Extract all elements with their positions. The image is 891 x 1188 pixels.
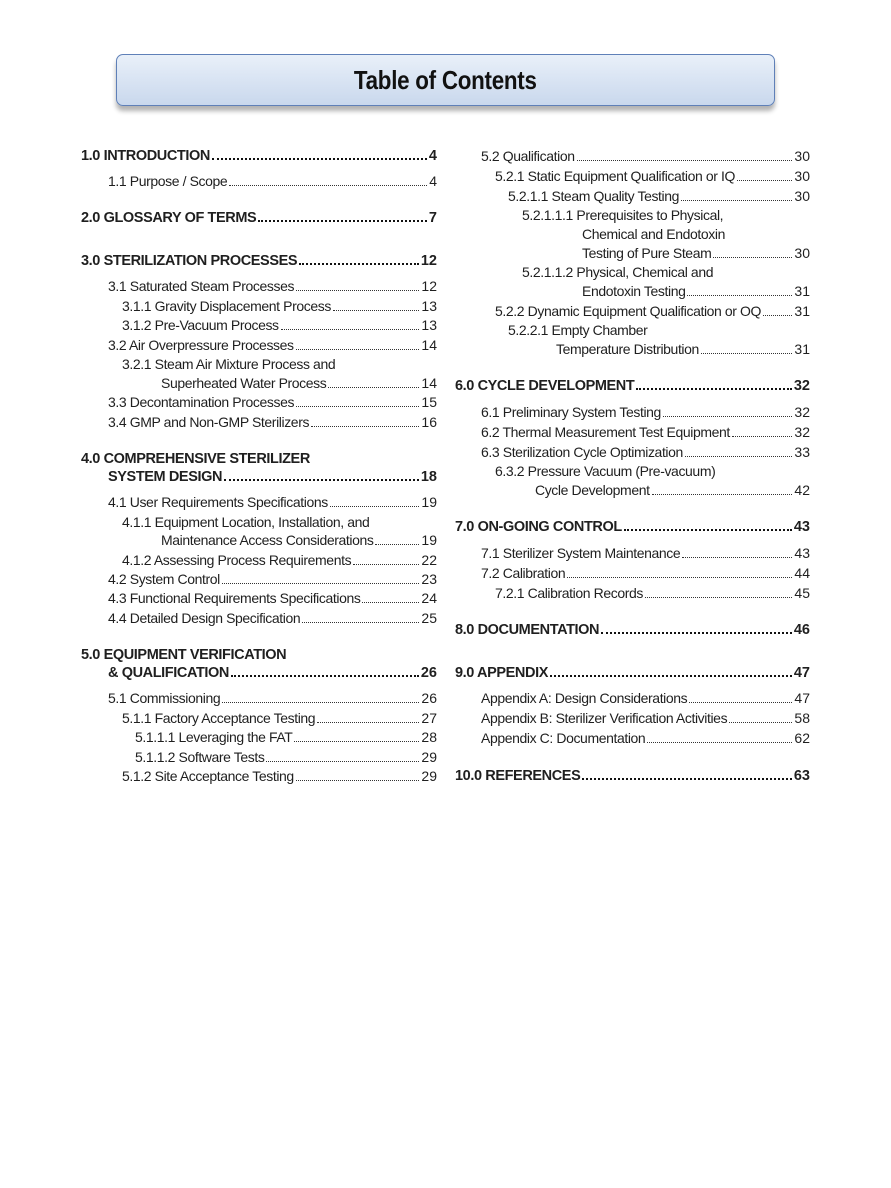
toc-entry-5-2-2-1-line1[interactable]: 5.2.2.1 Empty Chamber (508, 322, 648, 338)
toc-entry-1-0[interactable]: 1.0 INTRODUCTION 4 (81, 148, 437, 164)
toc-entry-4-0-line1[interactable]: 4.0 COMPREHENSIVE STERILIZER (81, 451, 310, 467)
toc-entry-6-3-2[interactable]: Cycle Development 42 (535, 482, 810, 498)
toc-entry-4-4[interactable]: 4.4 Detailed Design Specification 25 (108, 610, 437, 626)
toc-entry-3-1-1[interactable]: 3.1.1 Gravity Displacement Process 13 (122, 298, 437, 314)
toc-entry-4-1-1-line1[interactable]: 4.1.1 Equipment Location, Installation, and (122, 514, 370, 530)
toc-entry-5-2-1[interactable]: 5.2.1 Static Equipment Qualification or IQ 30 (495, 168, 810, 184)
toc-entry-6-2[interactable]: 6.2 Thermal Measurement Test Equipment 32 (481, 424, 810, 440)
toc-entry-6-1[interactable]: 6.1 Preliminary System Testing 32 (481, 404, 810, 420)
toc-entry-4-1[interactable]: 4.1 User Requirements Specifications 19 (108, 494, 437, 510)
toc-entry-5-2[interactable]: 5.2 Qualification 30 (481, 148, 810, 164)
toc-entry-5-0[interactable]: & QUALIFICATION 26 (108, 665, 437, 681)
toc-entry-5-2-1-1[interactable]: 5.2.1.1 Steam Quality Testing 30 (508, 188, 810, 204)
toc-entry-1-1[interactable]: 1.1 Purpose / Scope 4 (108, 173, 437, 189)
toc-entry-4-0[interactable]: SYSTEM DESIGN 18 (108, 469, 437, 485)
toc-entry-10-0[interactable]: 10.0 REFERENCES 63 (455, 768, 810, 784)
toc-entry-5-1-2[interactable]: 5.1.2 Site Acceptance Testing 29 (122, 768, 437, 784)
toc-entry-5-2-1-1-2[interactable]: Endotoxin Testing 31 (582, 283, 810, 299)
toc-entry-7-2[interactable]: 7.2 Calibration 44 (481, 565, 810, 581)
toc-entry-3-0[interactable]: 3.0 STERILIZATION PROCESSES 12 (81, 253, 437, 269)
toc-entry-5-0-line1[interactable]: 5.0 EQUIPMENT VERIFICATION (81, 647, 287, 663)
toc-entry-6-3[interactable]: 6.3 Sterilization Cycle Optimization 33 (481, 444, 810, 460)
toc-entry-3-1[interactable]: 3.1 Saturated Steam Processes 12 (108, 278, 437, 294)
toc-entry-4-2[interactable]: 4.2 System Control 23 (108, 571, 437, 587)
toc-entry-5-1-1-2[interactable]: 5.1.1.2 Software Tests 29 (135, 749, 437, 765)
toc-entry-2-0[interactable]: 2.0 GLOSSARY OF TERMS 7 (81, 210, 437, 226)
toc-entry-5-2-2[interactable]: 5.2.2 Dynamic Equipment Qualification or OQ 31 (495, 303, 810, 319)
toc-entry-6-3-2-line1[interactable]: 6.3.2 Pressure Vacuum (Pre-vacuum) (495, 463, 716, 479)
toc-entry-7-0[interactable]: 7.0 ON-GOING CONTROL 43 (455, 519, 810, 535)
toc-entry-3-3[interactable]: 3.3 Decontamination Processes 15 (108, 394, 437, 410)
toc-entry-3-1-2[interactable]: 3.1.2 Pre-Vacuum Process 13 (122, 317, 437, 333)
page-title: Table of Contents (354, 64, 537, 95)
toc-entry-4-3[interactable]: 4.3 Functional Requirements Specifications 24 (108, 590, 437, 606)
toc-entry-4-1-2[interactable]: 4.1.2 Assessing Process Requirements 22 (122, 552, 437, 568)
toc-entry-5-2-1-1-2-line1[interactable]: 5.2.1.1.2 Physical, Chemical and (522, 264, 714, 280)
toc-entry-6-0[interactable]: 6.0 CYCLE DEVELOPMENT 32 (455, 378, 810, 394)
toc-entry-7-2-1[interactable]: 7.2.1 Calibration Records 45 (495, 585, 810, 601)
toc-title-banner (116, 54, 775, 106)
toc-entry-appendix-a[interactable]: Appendix A: Design Considerations 47 (481, 690, 810, 706)
toc-entry-5-2-2-1[interactable]: Temperature Distribution 31 (556, 341, 810, 357)
toc-entry-3-4[interactable]: 3.4 GMP and Non-GMP Sterilizers 16 (108, 414, 437, 430)
toc-entry-appendix-c[interactable]: Appendix C: Documentation 62 (481, 730, 810, 746)
toc-entry-7-1[interactable]: 7.1 Sterilizer System Maintenance 43 (481, 545, 810, 561)
toc-entry-5-2-1-1-1[interactable]: Testing of Pure Steam 30 (582, 245, 810, 261)
toc-entry-5-1[interactable]: 5.1 Commissioning 26 (108, 690, 437, 706)
toc-entry-3-2-1[interactable]: Superheated Water Process 14 (161, 375, 437, 391)
toc-entry-3-2[interactable]: 3.2 Air Overpressure Processes 14 (108, 337, 437, 353)
toc-entry-4-1-1[interactable]: Maintenance Access Considerations 19 (161, 532, 437, 548)
toc-entry-8-0[interactable]: 8.0 DOCUMENTATION 46 (455, 622, 810, 638)
toc-entry-appendix-b[interactable]: Appendix B: Sterilizer Verification Activities 58 (481, 710, 810, 726)
toc-entry-5-1-1-1[interactable]: 5.1.1.1 Leveraging the FAT 28 (135, 729, 437, 745)
toc-entry-9-0[interactable]: 9.0 APPENDIX 47 (455, 665, 810, 681)
toc-entry-5-2-1-1-1-line1[interactable]: 5.2.1.1.1 Prerequisites to Physical, (522, 207, 724, 223)
toc-entry-3-2-1-line1[interactable]: 3.2.1 Steam Air Mixture Process and (122, 356, 336, 372)
toc-entry-5-1-1[interactable]: 5.1.1 Factory Acceptance Testing 27 (122, 710, 437, 726)
toc-entry-5-2-1-1-1-line2[interactable]: Chemical and Endotoxin (582, 226, 725, 242)
